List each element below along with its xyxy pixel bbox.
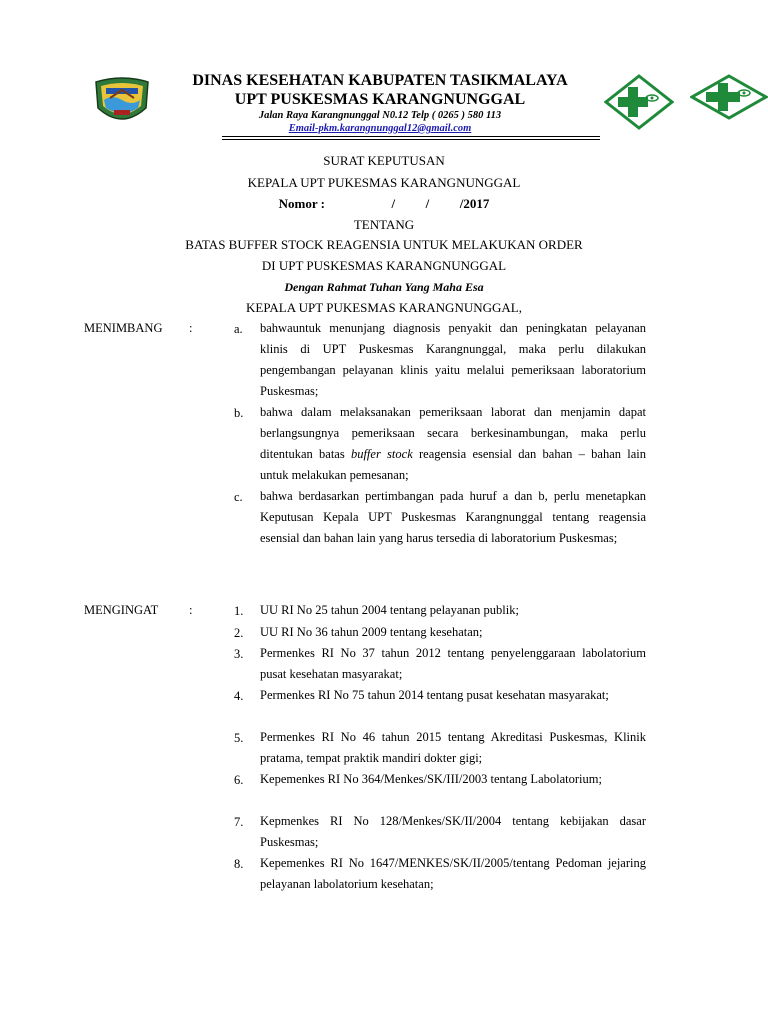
list-marker: 8.	[234, 857, 244, 871]
list-marker: 1.	[234, 604, 244, 618]
letterhead-divider-2	[222, 139, 600, 140]
puskesmas-cross-logo-2	[690, 74, 768, 120]
letterhead-unit: UPT PUSKESMAS KARANGNUNGGAL	[234, 91, 526, 108]
list-item-text: bahwa dalam melaksanakan pemeriksaan laborat dan menjamin dapat berlangsungnya pemeriksaan secara berkesinambungan, maka perlu ditentukan batas	[260, 405, 646, 461]
list-item: Kepemenkes RI No 364/Menkes/SK/III/2003 tentang Labolatorium;	[260, 772, 602, 786]
list-item: bahwa berdasarkan pertimbangan pada huruf a dan b, perlu menetapkan Keputusan Kepala UPT Puskesmas Karangnunggal tentang reagensia esensial dan bahan lain yang harus tersedia di laboratorium Puskesmas;	[260, 489, 646, 545]
list-item: UU RI No 36 tahun 2009 tentang kesehatan;	[260, 625, 483, 639]
list-item: Kepemenkes RI No 1647/MENKES/SK/II/2005/tentang Pedoman jejaring pelayanan labolatorium kesehatan;	[260, 856, 646, 891]
list-item: Kepmenkes RI No 128/Menkes/SK/II/2004 tentang kebijakan dasar Puskesmas;	[260, 814, 646, 849]
decree-number	[0, 196, 768, 212]
list-item: UU RI No 25 tahun 2004 tentang pelayanan publik;	[260, 603, 519, 617]
list-marker: 4.	[234, 689, 244, 703]
nomor-sep-1: /	[391, 196, 396, 211]
letterhead-divider	[222, 136, 600, 137]
blessing: Dengan Rahmat Tuhan Yang Maha Esa	[284, 280, 484, 294]
list-item-italic-term: buffer stock	[350, 447, 413, 461]
puskesmas-cross-logo	[604, 74, 674, 130]
letterhead-agency: DINAS KESEHATAN KABUPATEN TASIKMALAYA	[192, 72, 568, 89]
list-marker: 5.	[234, 731, 244, 745]
subject-line-2: DI UPT PUSKESMAS KARANGNUNGGAL	[261, 258, 507, 273]
list-marker: b.	[234, 406, 244, 420]
issuer-2: KEPALA UPT PUKESMAS KARANGNUNGGAL,	[246, 300, 522, 315]
regency-crest-logo	[92, 76, 152, 128]
about-heading: TENTANG	[353, 217, 415, 232]
list-item: Permenkes RI No 37 tahun 2012 tentang penyelenggaraan labolatorium pusat kesehatan masyarakat;	[260, 646, 646, 681]
nomor-label: Nomor :	[278, 196, 325, 211]
list-item: bahwauntuk menunjang diagnosis penyakit dan peningkatan pelayanan klinis di UPT Puskesmas Karangnunggal, maka perlu dilakukan pengembangan pelayanan klinis yaitu melalui pemeriksaan laboratorium Puskesmas;	[260, 321, 646, 398]
list-marker: 6.	[234, 773, 244, 787]
list-marker: 2.	[234, 626, 244, 640]
letterhead-email-row	[150, 123, 610, 134]
list-marker: c.	[234, 490, 243, 504]
menimbang-label: MENIMBANG	[84, 321, 163, 335]
issuer: KEPALA UPT PUKESMAS KARANGNUNGGAL	[247, 175, 521, 190]
mengingat-colon: :	[189, 603, 193, 617]
mengingat-label: MENGINGAT	[84, 603, 159, 617]
list-item: Permenkes RI No 46 tahun 2015 tentang Akreditasi Puskesmas, Klinik pratama, tempat praktik mandiri dokter gigi;	[260, 730, 646, 765]
list-item: Permenkes RI No 75 tahun 2014 tentang pusat kesehatan masyarakat;	[260, 688, 609, 702]
nomor-sep-2: /	[425, 196, 430, 211]
list-marker: a.	[234, 322, 243, 336]
subject-line-1: BATAS BUFFER STOCK REAGENSIA UNTUK MELAKUKAN ORDER	[185, 237, 583, 252]
list-item-text: reagensia esensial dan bahan – bahan lain untuk melakukan pemesanan;	[260, 447, 646, 482]
list-marker: 3.	[234, 647, 244, 661]
letterhead-email[interactable]: Email-pkm.karangnunggal12@gmail.com	[288, 123, 472, 134]
letterhead-address: Jalan Raya Karangnunggal N0.12 Telp ( 0265 ) 580 113	[258, 110, 502, 121]
list-marker: 7.	[234, 815, 244, 829]
menimbang-colon: :	[189, 321, 193, 335]
doc-type: SURAT KEPUTUSAN	[323, 153, 445, 168]
list-item	[260, 402, 646, 486]
nomor-year: /2017	[459, 196, 490, 211]
